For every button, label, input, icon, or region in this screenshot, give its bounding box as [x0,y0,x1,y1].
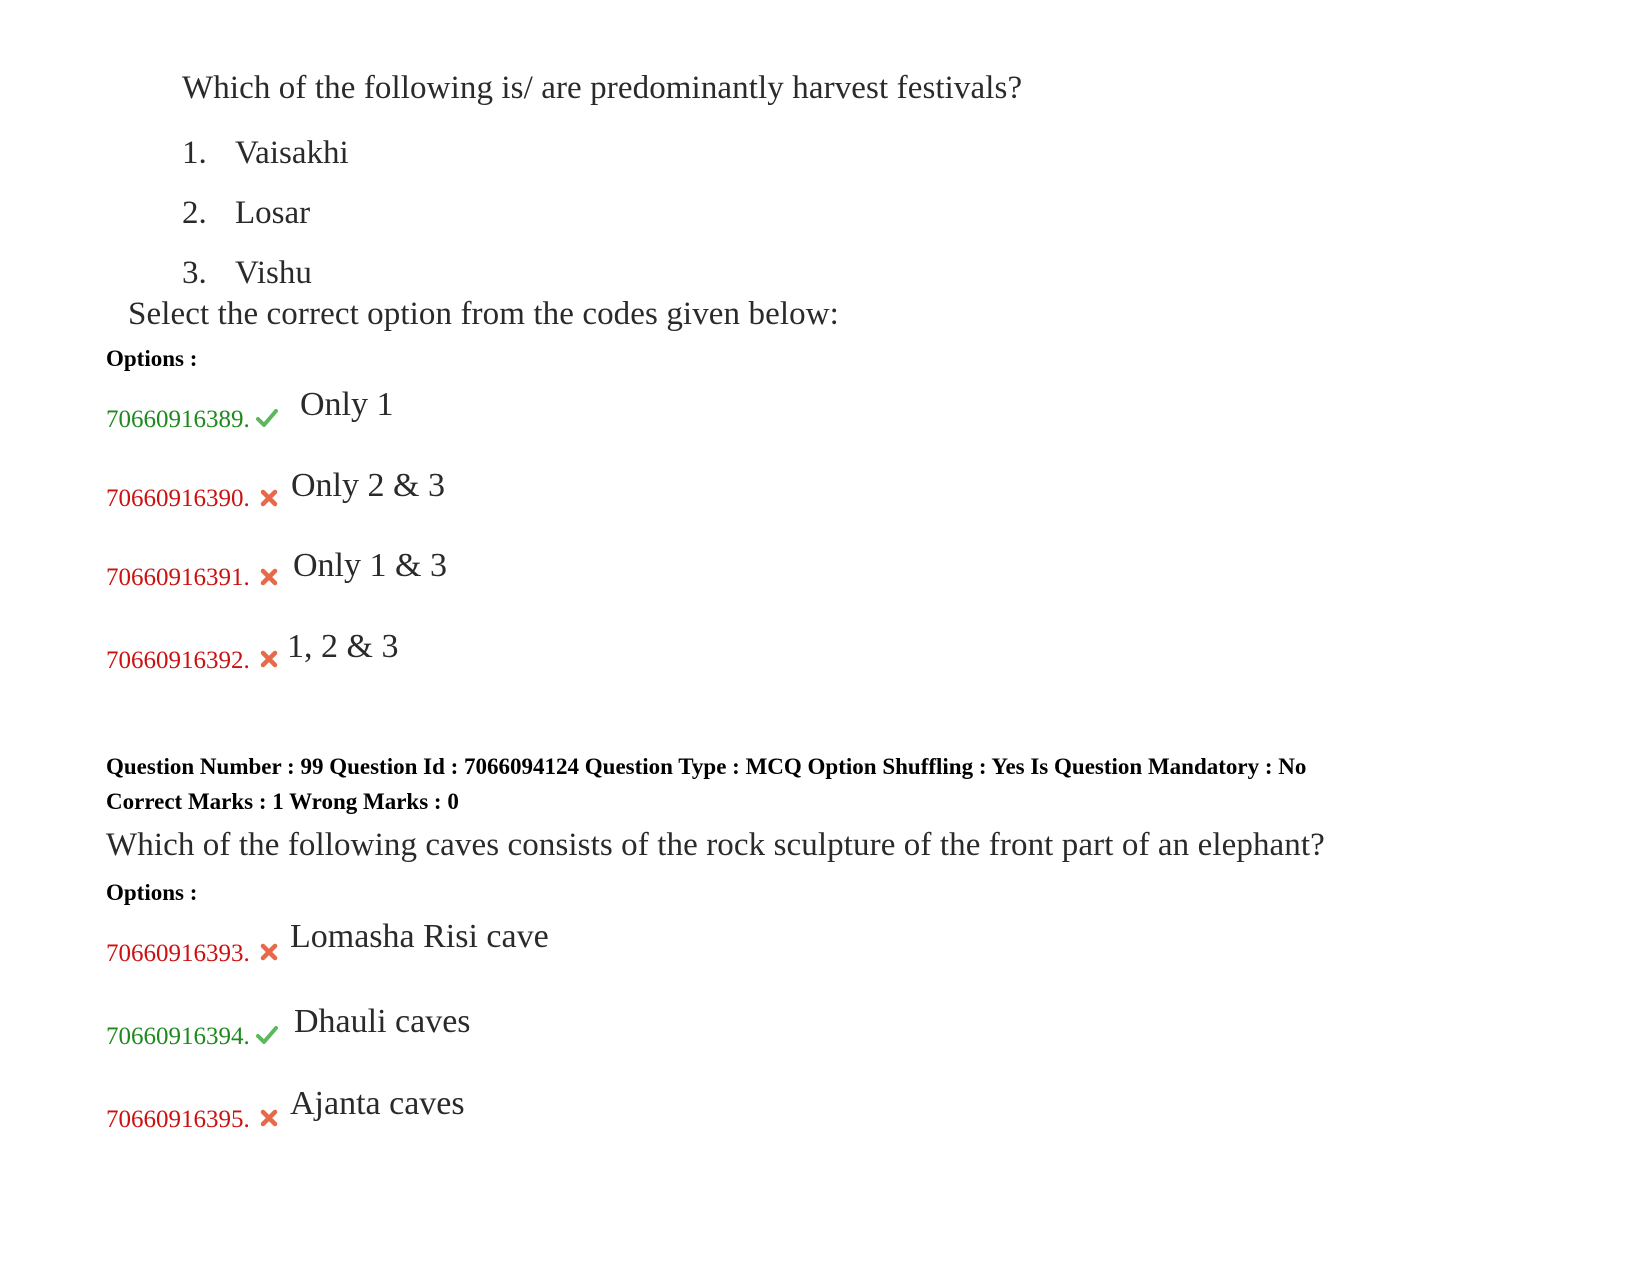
list-item-text: Vishu [235,255,312,291]
question-marks: Correct Marks : 1 Wrong Marks : 0 [106,789,459,814]
list-item-number: 2. [182,195,207,231]
question-99-stem: Which of the following caves consists of the rock sculpture of the front part of an elephant? [106,827,1325,863]
cross-icon [258,941,280,963]
option-text: 1, 2 & 3 [287,628,399,665]
question-98-stem: Which of the following is/ are predominantly harvest festivals? [182,70,1023,106]
list-item-number: 1. [182,135,207,171]
list-item-text: Vaisakhi [235,135,349,171]
option-id: 70660916391. [106,564,250,591]
list-item-number: 3. [182,255,207,291]
option-text: Only 1 & 3 [293,547,447,584]
option-id: 70660916392. [106,647,250,674]
option-id: 70660916395. [106,1106,250,1133]
check-icon [256,1024,278,1046]
option-text: Only 1 [300,386,394,423]
option-text: Lomasha Risi cave [290,918,549,955]
option-id: 70660916389. [106,406,250,433]
list-item-text: Losar [235,195,311,231]
cross-icon [258,1107,280,1129]
cross-icon [258,648,280,670]
option-text: Dhauli caves [294,1003,471,1040]
question-98-instruction: Select the correct option from the codes given below: [128,296,839,332]
options-label: Options : [106,346,198,371]
option-text: Ajanta caves [290,1085,465,1122]
option-id: 70660916393. [106,940,250,967]
option-text: Only 2 & 3 [291,467,445,504]
question-meta: Question Number : 99 Question Id : 7066094124 Question Type : MCQ Option Shuffling : Yes Is Question Mandatory : No [106,754,1307,779]
options-label: Options : [106,880,198,905]
option-id: 70660916390. [106,485,250,512]
check-icon [256,407,278,429]
option-id: 70660916394. [106,1023,250,1050]
cross-icon [258,487,280,509]
cross-icon [258,566,280,588]
